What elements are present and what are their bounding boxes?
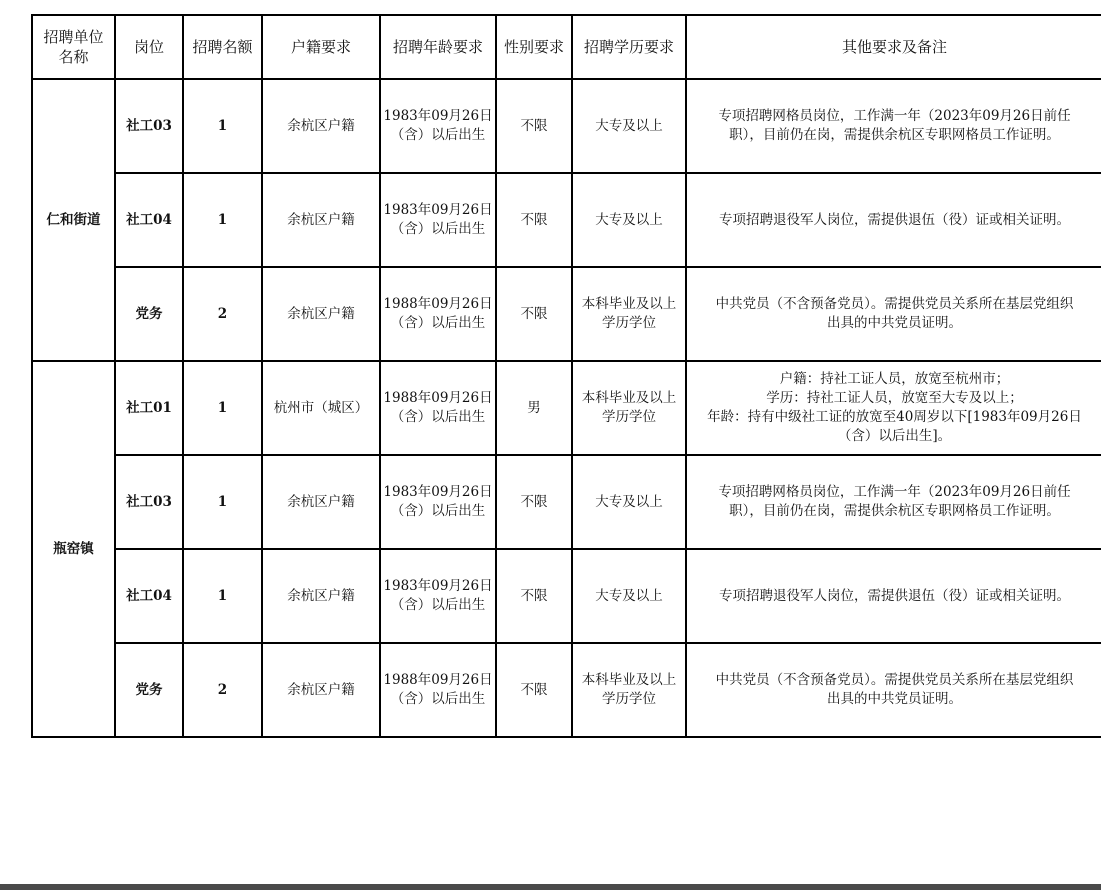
education-line1: 大专及以上	[595, 493, 663, 510]
remark-line: 职），目前仍在岗，需提供余杭区专职网格员工作证明。	[729, 503, 1060, 519]
age-line1: 1983年09月26日	[383, 578, 493, 594]
education-line2: 学历学位	[602, 315, 656, 331]
hukou-cell: 余杭区户籍	[262, 79, 380, 173]
age-line2: （含）以后出生	[390, 597, 486, 613]
age-line1: 1988年09月26日	[383, 390, 493, 406]
gender-cell: 不限	[496, 455, 572, 549]
education-line2: 学历学位	[602, 409, 656, 425]
hukou-cell: 杭州市（城区）	[262, 361, 380, 455]
count-cell: 2	[183, 267, 262, 361]
remarks-cell	[686, 549, 1101, 643]
education-cell	[572, 643, 686, 737]
header-count: 招聘名额	[183, 15, 262, 79]
age-cell	[380, 361, 496, 455]
table-row	[32, 361, 1101, 455]
hukou-cell: 余杭区户籍	[262, 267, 380, 361]
post-cell: 社工04	[115, 173, 183, 267]
age-line2: （含）以后出生	[390, 503, 486, 519]
age-line1: 1988年09月26日	[383, 672, 493, 688]
gender-cell: 不限	[496, 643, 572, 737]
table-row	[32, 643, 1101, 737]
table-row	[32, 549, 1101, 643]
remark-line: 中共党员（不含预备党员）。需提供党员关系所在基层党组织	[715, 672, 1074, 688]
header-unit-line2: 名称	[58, 48, 89, 66]
remarks-cell	[686, 455, 1101, 549]
table-row	[32, 79, 1101, 173]
remark-line: 出具的中共党员证明。	[827, 691, 962, 707]
remark-line: 学历：持社工证人员，放宽至大专及以上；	[766, 390, 1023, 406]
bottom-scrollbar	[0, 884, 1101, 890]
gender-cell: 不限	[496, 549, 572, 643]
age-cell	[380, 455, 496, 549]
header-remarks: 其他要求及备注	[686, 15, 1101, 79]
education-cell	[572, 549, 686, 643]
count-cell: 2	[183, 643, 262, 737]
remark-line: 专项招聘网格员岗位，工作满一年（2023年09月26日前任	[718, 108, 1071, 124]
remark-line: 职），目前仍在岗，需提供余杭区专职网格员工作证明。	[729, 127, 1060, 143]
recruitment-table	[31, 14, 1101, 738]
remark-line: 专项招聘退役军人岗位，需提供退伍（役）证或相关证明。	[719, 587, 1070, 604]
education-line1: 大专及以上	[595, 211, 663, 228]
remark-line: 专项招聘网格员岗位，工作满一年（2023年09月26日前任	[718, 484, 1071, 500]
hukou-cell: 余杭区户籍	[262, 643, 380, 737]
age-cell	[380, 643, 496, 737]
post-cell: 社工03	[115, 455, 183, 549]
count-cell: 1	[183, 455, 262, 549]
gender-cell: 不限	[496, 173, 572, 267]
gender-cell: 不限	[496, 267, 572, 361]
header-gender: 性别要求	[496, 15, 572, 79]
header-post: 岗位	[115, 15, 183, 79]
hukou-cell: 余杭区户籍	[262, 549, 380, 643]
header-unit-line1: 招聘单位	[43, 28, 104, 46]
age-line2: （含）以后出生	[390, 127, 486, 143]
age-line1: 1988年09月26日	[383, 296, 493, 312]
age-line2: （含）以后出生	[390, 409, 486, 425]
education-cell	[572, 267, 686, 361]
table-row	[32, 267, 1101, 361]
table-row	[32, 455, 1101, 549]
table-row	[32, 173, 1101, 267]
education-line1: 大专及以上	[595, 587, 663, 604]
age-cell	[380, 267, 496, 361]
remark-line: （含）以后出生]。	[837, 428, 952, 444]
count-cell: 1	[183, 549, 262, 643]
education-line2: 学历学位	[602, 691, 656, 707]
age-line1: 1983年09月26日	[383, 484, 493, 500]
remark-line: 年龄：持有中级社工证的放宽至40周岁以下[1983年09月26日	[707, 409, 1082, 425]
age-line1: 1983年09月26日	[383, 202, 493, 218]
header-row	[32, 15, 1101, 79]
remark-line: 出具的中共党员证明。	[827, 315, 962, 331]
hukou-cell: 余杭区户籍	[262, 455, 380, 549]
age-line2: （含）以后出生	[390, 315, 486, 331]
remarks-cell	[686, 173, 1101, 267]
post-cell: 党务	[115, 643, 183, 737]
table-body	[32, 79, 1101, 737]
education-line1: 大专及以上	[595, 117, 663, 134]
age-cell	[380, 549, 496, 643]
header-unit	[32, 15, 115, 79]
age-line2: （含）以后出生	[390, 691, 486, 707]
remarks-cell	[686, 643, 1101, 737]
education-cell	[572, 79, 686, 173]
post-cell: 社工03	[115, 79, 183, 173]
education-cell	[572, 361, 686, 455]
age-cell	[380, 173, 496, 267]
remarks-cell	[686, 361, 1101, 455]
remark-line: 户籍：持社工证人员，放宽至杭州市；	[779, 371, 1010, 387]
count-cell: 1	[183, 79, 262, 173]
unit-name-cell: 瓶窑镇	[32, 361, 115, 737]
post-cell: 社工04	[115, 549, 183, 643]
age-cell	[380, 79, 496, 173]
header-education: 招聘学历要求	[572, 15, 686, 79]
remarks-cell	[686, 79, 1101, 173]
education-line1: 本科毕业及以上	[581, 296, 677, 312]
gender-cell: 男	[496, 361, 572, 455]
header-age: 招聘年龄要求	[380, 15, 496, 79]
header-hukou: 户籍要求	[262, 15, 380, 79]
count-cell: 1	[183, 173, 262, 267]
unit-name-cell: 仁和街道	[32, 79, 115, 361]
count-cell: 1	[183, 361, 262, 455]
remarks-cell	[686, 267, 1101, 361]
hukou-cell: 余杭区户籍	[262, 173, 380, 267]
remark-line: 专项招聘退役军人岗位，需提供退伍（役）证或相关证明。	[719, 211, 1070, 228]
education-cell	[572, 455, 686, 549]
post-cell: 党务	[115, 267, 183, 361]
education-cell	[572, 173, 686, 267]
age-line1: 1983年09月26日	[383, 108, 493, 124]
age-line2: （含）以后出生	[390, 221, 486, 237]
post-cell: 社工01	[115, 361, 183, 455]
gender-cell: 不限	[496, 79, 572, 173]
remark-line: 中共党员（不含预备党员）。需提供党员关系所在基层党组织	[715, 296, 1074, 312]
education-line1: 本科毕业及以上	[581, 390, 677, 406]
education-line1: 本科毕业及以上	[581, 672, 677, 688]
